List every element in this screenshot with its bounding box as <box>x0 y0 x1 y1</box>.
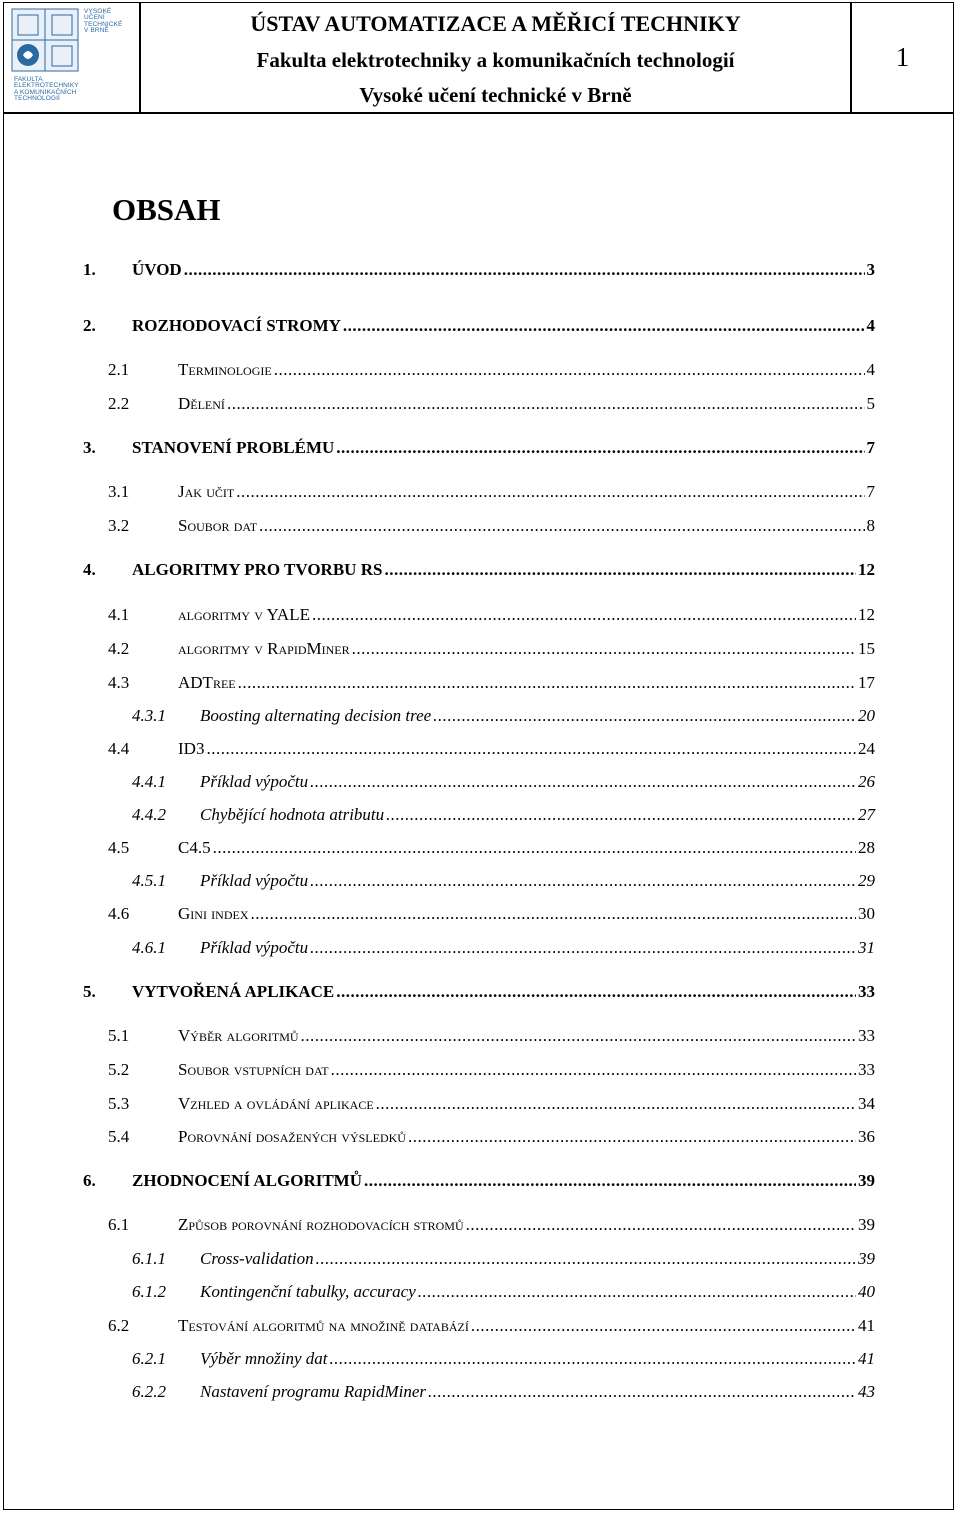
toc-dot-leader <box>343 315 865 337</box>
toc-entry-page: 24 <box>858 739 875 758</box>
toc-entry[interactable] <box>0 738 960 760</box>
toc-entry-page: 5 <box>866 394 875 413</box>
toc-entry-page: 28 <box>858 838 875 857</box>
toc-entry-number: 1. <box>83 260 96 279</box>
toc-entry-title: ÚVOD <box>132 260 182 279</box>
toc-dot-leader <box>466 1214 856 1236</box>
toc-entry-number: 2.2 <box>108 394 130 413</box>
toc-dot-leader <box>386 804 856 826</box>
toc-entry-number: 5.4 <box>108 1127 130 1146</box>
toc-entry-title: Gini index <box>178 904 249 923</box>
toc-dot-leader <box>376 1093 856 1115</box>
toc-entry-page: 20 <box>858 706 875 725</box>
institute-name: ÚSTAV AUTOMATIZACE A MĚŘICÍ TECHNIKY <box>250 11 741 36</box>
toc-dot-leader <box>336 437 864 459</box>
toc-dot-leader <box>428 1381 856 1403</box>
toc-entry[interactable] <box>0 1248 960 1270</box>
toc-dot-leader <box>274 359 865 381</box>
toc-entry[interactable] <box>0 1348 960 1370</box>
toc-entry-number: 6. <box>83 1171 96 1190</box>
toc-dot-leader <box>259 515 864 537</box>
toc-entry-title: Nastavení programu RapidMiner <box>200 1382 427 1401</box>
toc-entry-page: 29 <box>858 871 875 890</box>
toc-dot-leader <box>251 903 856 925</box>
toc-entry[interactable] <box>0 981 960 1003</box>
toc-entry-page: 36 <box>858 1127 875 1146</box>
toc-entry-number: 6.2.1 <box>132 1349 166 1368</box>
toc-entry-title: ID3 <box>178 739 205 758</box>
page-number: 1 <box>895 42 910 72</box>
toc-entry-page: 7 <box>866 482 875 501</box>
toc-dot-leader <box>329 1348 856 1370</box>
toc-entry-page: 41 <box>858 1316 875 1335</box>
toc-entry[interactable] <box>0 604 960 626</box>
toc-entry[interactable] <box>0 705 960 727</box>
toc-entry-title: Soubor dat <box>178 516 258 535</box>
toc-dot-leader <box>310 771 856 793</box>
toc-entry[interactable] <box>0 393 960 415</box>
toc-entry-title: algoritmy v YALE <box>178 605 310 624</box>
toc-entry[interactable] <box>0 1214 960 1236</box>
toc-title: OBSAH <box>112 192 221 227</box>
toc-entry[interactable] <box>0 870 960 892</box>
logo-lower-text: FAKULTA ELEKTROTECHNIKY A KOMUNIKAČNÍCH TECHNOLOGIÍ <box>14 76 79 103</box>
toc-entry[interactable] <box>0 1126 960 1148</box>
toc-entry-page: 39 <box>858 1215 875 1234</box>
toc-entry-number: 4.2 <box>108 639 130 658</box>
toc-dot-leader <box>238 672 856 694</box>
toc-entry-number: 4.4 <box>108 739 130 758</box>
toc-dot-leader <box>433 705 856 727</box>
toc-entry[interactable] <box>0 1315 960 1337</box>
toc-entry-title: Kontingenční tabulky, accuracy <box>200 1282 416 1301</box>
toc-entry-number: 6.1.1 <box>132 1249 166 1268</box>
toc-entry-title: Dělení <box>178 394 225 413</box>
toc-dot-leader <box>418 1281 856 1303</box>
toc-entry-number: 4.3 <box>108 673 130 692</box>
toc-dot-leader <box>213 837 856 859</box>
toc-dot-leader <box>331 1059 856 1081</box>
toc-entry-number: 5.2 <box>108 1060 130 1079</box>
toc-entry-title: ADTree <box>178 673 236 692</box>
toc-entry-title: Porovnání dosažených výsledků <box>178 1127 406 1146</box>
faculty-name: Fakulta elektrotechniky a komunikačních technologií <box>256 48 735 72</box>
toc-entry-title: ROZHODOVACÍ STROMY <box>132 316 341 335</box>
toc-entry-number: 4.6.1 <box>132 938 166 957</box>
toc-entry-title: Způsob porovnání rozhodovacích stromů <box>178 1215 464 1234</box>
toc-entry-title: Cross-validation <box>200 1249 314 1268</box>
toc-entry-number: 6.2 <box>108 1316 130 1335</box>
toc-entry[interactable] <box>0 437 960 459</box>
toc-dot-leader <box>301 1025 856 1047</box>
toc-entry-page: 3 <box>866 260 875 279</box>
toc-entry-number: 5.3 <box>108 1094 130 1113</box>
toc-entry-title: Chybějící hodnota atributu <box>200 805 385 824</box>
toc-dot-leader <box>384 559 856 581</box>
page-header <box>4 3 953 114</box>
toc-entry[interactable] <box>0 559 960 581</box>
toc-entry-page: 41 <box>858 1349 875 1368</box>
toc-entry-title: STANOVENÍ PROBLÉMU <box>132 438 335 457</box>
logo-upper-text: VYSOKÉ UČENÍ TECHNICKÉ V BRNĚ <box>84 8 123 35</box>
toc-dot-leader <box>471 1315 856 1337</box>
toc-entry-number: 4.5.1 <box>132 871 166 890</box>
toc-entry-number: 4. <box>83 560 96 579</box>
toc-entry-title: algoritmy v RapidMiner <box>178 639 350 658</box>
university-name: Vysoké učení technické v Brně <box>359 83 632 107</box>
toc-entry-title: Soubor vstupních dat <box>178 1060 329 1079</box>
toc-entry-title: Příklad výpočtu <box>200 871 309 890</box>
toc-entry-title: Testování algoritmů na množině databází <box>178 1316 469 1335</box>
toc-entry-page: 33 <box>858 1060 875 1079</box>
toc-entry-number: 4.5 <box>108 838 130 857</box>
toc-entry-number: 5.1 <box>108 1026 130 1045</box>
toc-entry[interactable] <box>0 1170 960 1192</box>
toc-entry-page: 27 <box>858 805 875 824</box>
toc-entry-number: 4.3.1 <box>132 706 166 725</box>
toc-entry-page: 39 <box>858 1171 875 1190</box>
toc-entry[interactable] <box>0 481 960 503</box>
university-logo <box>4 3 141 112</box>
toc-entry[interactable] <box>0 804 960 826</box>
toc-entry[interactable] <box>0 515 960 537</box>
toc-entry[interactable] <box>0 638 960 660</box>
toc-entry-title: Výběr množiny dat <box>200 1349 328 1368</box>
toc-entry-page: 33 <box>858 982 875 1001</box>
toc-entry-title: Boosting alternating decision tree <box>200 706 432 725</box>
toc-entry[interactable] <box>0 771 960 793</box>
toc-entry-title: Vzhled a ovládání aplikace <box>178 1094 374 1113</box>
toc-entry-page: 40 <box>858 1282 875 1301</box>
toc-entry-page: 17 <box>858 673 875 692</box>
toc-entry-page: 7 <box>866 438 875 457</box>
toc-entry[interactable] <box>0 903 960 925</box>
toc-entry[interactable] <box>0 1381 960 1403</box>
toc-entry-number: 4.4.2 <box>132 805 166 824</box>
toc-entry-number: 5. <box>83 982 96 1001</box>
toc-dot-leader <box>364 1170 856 1192</box>
toc-entry-page: 43 <box>858 1382 875 1401</box>
toc-entry-number: 2.1 <box>108 360 130 379</box>
toc-dot-leader <box>352 638 856 660</box>
toc-entry-number: 2. <box>83 316 96 335</box>
toc-dot-leader <box>316 1248 856 1270</box>
toc-entry-number: 4.1 <box>108 605 130 624</box>
toc-entry-page: 4 <box>866 316 875 335</box>
toc-dot-leader <box>408 1126 856 1148</box>
toc-entry-title: VYTVOŘENÁ APLIKACE <box>132 982 335 1001</box>
toc-entry-page: 26 <box>858 772 875 791</box>
toc-entry-title: Jak učit <box>178 482 235 501</box>
toc-dot-leader <box>206 738 856 760</box>
toc-entry-page: 33 <box>858 1026 875 1045</box>
toc-entry-title: Příklad výpočtu <box>200 938 309 957</box>
toc-dot-leader <box>236 481 864 503</box>
toc-entry-title: C4.5 <box>178 838 211 857</box>
toc-entry-title: Výběr algoritmů <box>178 1026 299 1045</box>
toc-entry[interactable] <box>0 259 960 281</box>
toc-entry-page: 12 <box>858 605 875 624</box>
toc-entry-page: 30 <box>858 904 875 923</box>
toc-entry-page: 15 <box>858 639 875 658</box>
toc-dot-leader <box>184 259 865 281</box>
toc-dot-leader <box>336 981 856 1003</box>
toc-dot-leader <box>312 604 856 626</box>
toc-dot-leader <box>310 937 856 959</box>
toc-entry-number: 6.1.2 <box>132 1282 166 1301</box>
toc-entry-page: 39 <box>858 1249 875 1268</box>
toc-entry[interactable] <box>0 1281 960 1303</box>
toc-entry-number: 4.6 <box>108 904 130 923</box>
toc-entry-number: 3.1 <box>108 482 130 501</box>
toc-entry-title: Terminologie <box>178 360 272 379</box>
toc-entry-page: 12 <box>858 560 875 579</box>
toc-entry-page: 31 <box>858 938 875 957</box>
toc-entry-title: Příklad výpočtu <box>200 772 309 791</box>
toc-entry-page: 8 <box>866 516 875 535</box>
toc-entry[interactable] <box>0 315 960 337</box>
toc-entry[interactable] <box>0 1093 960 1115</box>
toc-entry-number: 6.1 <box>108 1215 130 1234</box>
toc-entry[interactable] <box>0 1059 960 1081</box>
toc-entry[interactable] <box>0 359 960 381</box>
toc-entry[interactable] <box>0 672 960 694</box>
toc-entry-page: 34 <box>858 1094 875 1113</box>
toc-dot-leader <box>310 870 856 892</box>
toc-entry-page: 4 <box>866 360 875 379</box>
header-title-block <box>141 3 852 112</box>
toc-dot-leader <box>227 393 865 415</box>
toc-entry[interactable] <box>0 937 960 959</box>
toc-entry-title: ZHODNOCENÍ ALGORITMŮ <box>132 1171 362 1190</box>
toc-entry-number: 6.2.2 <box>132 1382 166 1401</box>
toc-entry-number: 3. <box>83 438 96 457</box>
toc-entry-number: 4.4.1 <box>132 772 166 791</box>
toc-entry[interactable] <box>0 1025 960 1047</box>
toc-entry-title: ALGORITMY PRO TVORBU RS <box>132 560 383 579</box>
toc-entry[interactable] <box>0 837 960 859</box>
toc-entry-number: 3.2 <box>108 516 130 535</box>
